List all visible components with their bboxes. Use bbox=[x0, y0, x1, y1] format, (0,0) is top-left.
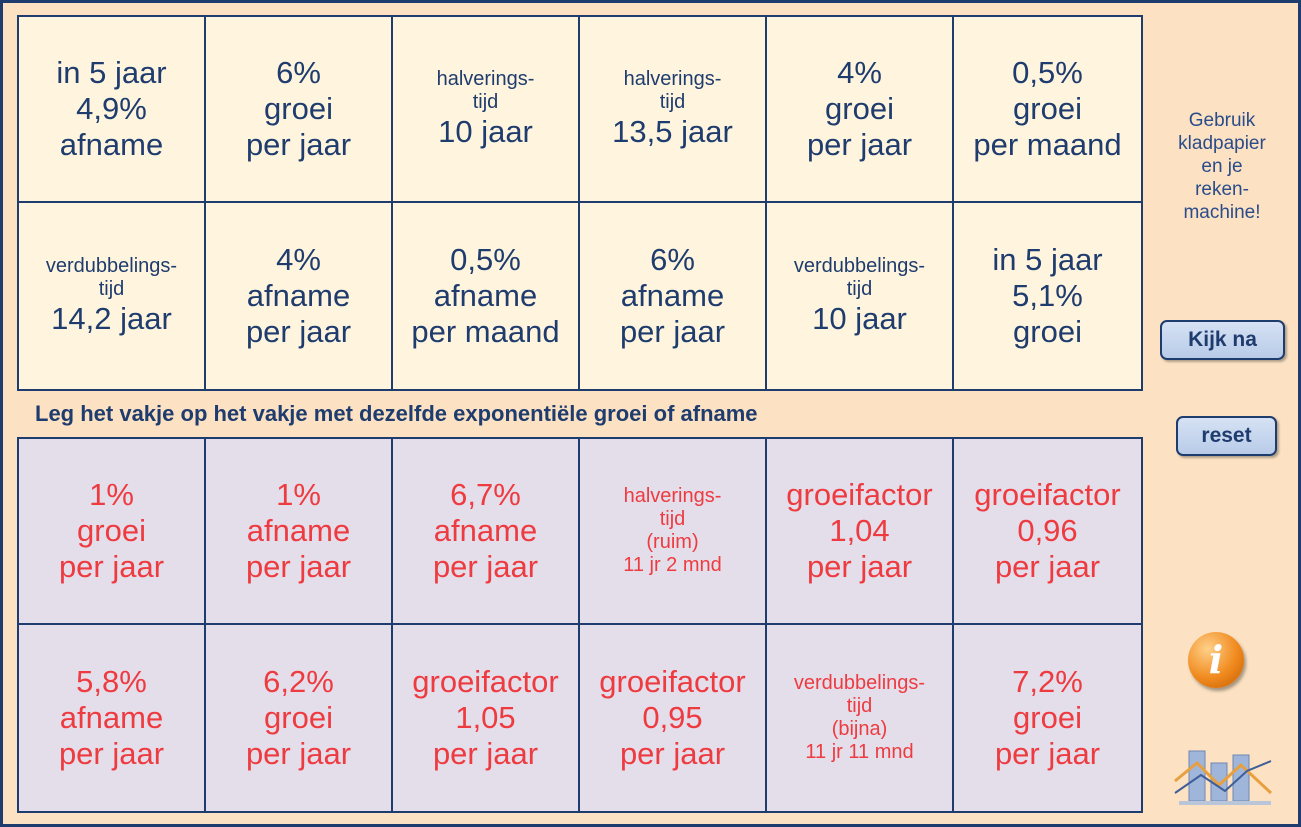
target-cell-text: per maand bbox=[973, 127, 1122, 162]
tile-text: 1,04 bbox=[829, 513, 890, 548]
tile-text: per jaar bbox=[619, 736, 726, 771]
target-cell-3[interactable] bbox=[393, 17, 580, 203]
tile-text: 0,96 bbox=[1017, 513, 1078, 548]
instruction-text: Leg het vakje op het vakje met dezelfde exponentiële groei of afname bbox=[35, 401, 758, 426]
target-grid bbox=[17, 15, 1143, 391]
target-cell-text: tijd bbox=[472, 91, 499, 113]
hint-line: machine! bbox=[1183, 202, 1261, 223]
tile-text: groei bbox=[264, 700, 333, 735]
target-cell-text: in 5 jaar bbox=[56, 55, 167, 90]
tile-text: 1% bbox=[89, 477, 134, 512]
tile-text: per jaar bbox=[58, 549, 165, 584]
tile-text: groeifactor bbox=[412, 664, 559, 699]
target-cell-text: tijd bbox=[98, 278, 125, 300]
tile-text: per jaar bbox=[994, 549, 1101, 584]
tile-text: tijd bbox=[659, 508, 686, 530]
tile-text: per jaar bbox=[432, 549, 539, 584]
info-icon[interactable]: i bbox=[1188, 632, 1244, 688]
tile-text: per jaar bbox=[806, 549, 913, 584]
tile-text: 1,05 bbox=[455, 700, 516, 735]
tile-text: halverings- bbox=[623, 485, 722, 507]
target-cell-text: groei bbox=[1013, 314, 1082, 349]
target-cell-11[interactable] bbox=[767, 203, 954, 389]
target-cell-4[interactable] bbox=[580, 17, 767, 203]
tile-text: 11 jr 2 mnd bbox=[623, 554, 722, 576]
target-cell-8[interactable] bbox=[206, 203, 393, 389]
target-cell-text: in 5 jaar bbox=[992, 242, 1103, 277]
tile-4[interactable] bbox=[580, 439, 767, 625]
tile-text: groeifactor bbox=[599, 664, 746, 699]
target-cell-text: 10 jaar bbox=[438, 114, 533, 149]
target-cell-text: 6% bbox=[650, 242, 695, 277]
target-cell-text: afname bbox=[246, 278, 351, 313]
hint-line: en je bbox=[1201, 156, 1243, 177]
tile-text: verdubbelings- bbox=[793, 672, 926, 694]
target-cell-text: 14,2 jaar bbox=[51, 301, 172, 336]
tile-1[interactable] bbox=[19, 439, 206, 625]
tile-8[interactable] bbox=[206, 625, 393, 811]
target-cell-10[interactable] bbox=[580, 203, 767, 389]
tile-text: per jaar bbox=[994, 736, 1101, 771]
tile-2[interactable] bbox=[206, 439, 393, 625]
tile-text: 7,2% bbox=[1012, 664, 1083, 699]
tile-text: per jaar bbox=[245, 549, 352, 584]
target-cell-text: halverings- bbox=[436, 68, 535, 90]
tile-text: afname bbox=[59, 700, 164, 735]
target-cell-text: 4,9% bbox=[76, 91, 147, 126]
tile-5[interactable] bbox=[767, 439, 954, 625]
tile-text: 0,95 bbox=[642, 700, 703, 735]
tile-text: per jaar bbox=[432, 736, 539, 771]
target-cell-text: groei bbox=[1013, 91, 1082, 126]
target-cell-2[interactable] bbox=[206, 17, 393, 203]
target-cell-text: 10 jaar bbox=[812, 301, 907, 336]
tile-9[interactable] bbox=[393, 625, 580, 811]
tile-text: 6,7% bbox=[450, 477, 521, 512]
reset-button[interactable]: reset bbox=[1176, 416, 1277, 456]
hint-line: Gebruik bbox=[1188, 110, 1256, 131]
target-cell-text: per maand bbox=[411, 314, 560, 349]
target-cell-text: 0,5% bbox=[450, 242, 521, 277]
target-cell-text: groei bbox=[825, 91, 894, 126]
tile-text: tijd bbox=[846, 695, 873, 717]
wm-logo-icon bbox=[1171, 741, 1275, 811]
target-cell-text: 13,5 jaar bbox=[612, 114, 733, 149]
target-cell-1[interactable] bbox=[19, 17, 206, 203]
tile-grid bbox=[17, 437, 1143, 813]
tile-text: (ruim) bbox=[646, 531, 699, 553]
target-cell-text: per jaar bbox=[806, 127, 913, 162]
tile-text: per jaar bbox=[245, 736, 352, 771]
target-cell-text: 0,5% bbox=[1012, 55, 1083, 90]
target-cell-text: halverings- bbox=[623, 68, 722, 90]
target-cell-text: 4% bbox=[276, 242, 321, 277]
target-cell-text: 5,1% bbox=[1012, 278, 1083, 313]
target-cell-text: afname bbox=[59, 127, 164, 162]
target-cell-text: verdubbelings- bbox=[45, 255, 178, 277]
tile-text: afname bbox=[433, 513, 538, 548]
tile-text: afname bbox=[246, 513, 351, 548]
target-cell-text: tijd bbox=[659, 91, 686, 113]
target-cell-text: afname bbox=[433, 278, 538, 313]
tile-text: 5,8% bbox=[76, 664, 147, 699]
target-cell-text: per jaar bbox=[245, 127, 352, 162]
tile-text: per jaar bbox=[58, 736, 165, 771]
target-cell-12[interactable] bbox=[954, 203, 1141, 389]
target-cell-7[interactable] bbox=[19, 203, 206, 389]
hint-line: kladpapier bbox=[1178, 133, 1266, 154]
tile-11[interactable] bbox=[767, 625, 954, 811]
check-button[interactable]: Kijk na bbox=[1160, 320, 1285, 360]
hint-text bbox=[1153, 109, 1291, 224]
target-cell-5[interactable] bbox=[767, 17, 954, 203]
target-cell-text: verdubbelings- bbox=[793, 255, 926, 277]
target-cell-text: per jaar bbox=[245, 314, 352, 349]
target-cell-text: tijd bbox=[846, 278, 873, 300]
target-cell-6[interactable] bbox=[954, 17, 1141, 203]
tile-text: 11 jr 11 mnd bbox=[805, 741, 914, 763]
tile-12[interactable] bbox=[954, 625, 1141, 811]
target-cell-text: per jaar bbox=[619, 314, 726, 349]
tile-10[interactable] bbox=[580, 625, 767, 811]
target-cell-text: afname bbox=[620, 278, 725, 313]
target-cell-text: 4% bbox=[837, 55, 882, 90]
tile-text: 6,2% bbox=[263, 664, 334, 699]
tile-text: (bijna) bbox=[831, 718, 888, 740]
target-cell-text: groei bbox=[264, 91, 333, 126]
tile-7[interactable] bbox=[19, 625, 206, 811]
tile-text: groei bbox=[77, 513, 146, 548]
tile-text: groeifactor bbox=[974, 477, 1121, 512]
tile-text: groeifactor bbox=[786, 477, 933, 512]
hint-line: reken- bbox=[1195, 179, 1249, 200]
tile-3[interactable] bbox=[393, 439, 580, 625]
target-cell-text: 6% bbox=[276, 55, 321, 90]
tile-text: groei bbox=[1013, 700, 1082, 735]
tile-6[interactable] bbox=[954, 439, 1141, 625]
tile-text: 1% bbox=[276, 477, 321, 512]
target-cell-9[interactable] bbox=[393, 203, 580, 389]
